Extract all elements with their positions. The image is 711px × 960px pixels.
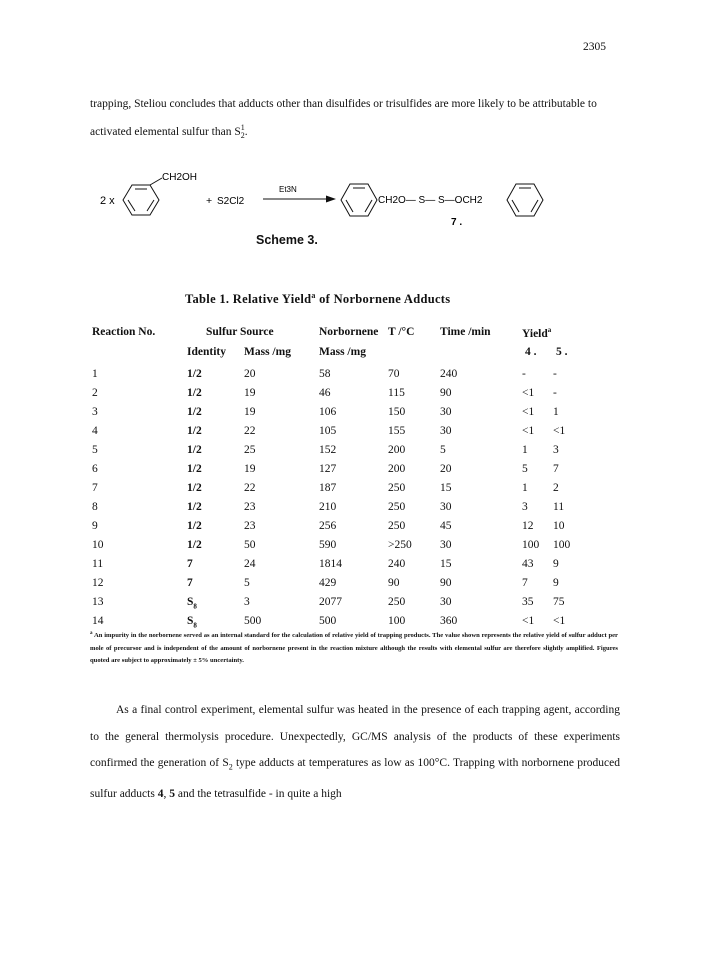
cell-mass: 19 (244, 463, 256, 475)
table-row (0, 539, 711, 557)
cell-reaction-no: 3 (92, 406, 98, 418)
cell-yield-5: 9 (553, 577, 559, 589)
compound-label: 7 . (451, 217, 463, 228)
cell-yield-5: 1 (553, 406, 559, 418)
header-norbornene: Norbornene (319, 326, 379, 338)
product-ring-right (507, 184, 543, 216)
cell-reaction-no: 11 (92, 558, 104, 570)
table-title-mark: a (311, 291, 316, 300)
cell-norbornene: 127 (319, 463, 337, 475)
cell-yield-5: 75 (553, 596, 565, 608)
cell-time: 5 (440, 444, 446, 456)
cell-yield-5: 9 (553, 558, 559, 570)
cell-time: 360 (440, 615, 458, 627)
scheme-product-chain: CH2O— S— S—OCH2 (378, 195, 483, 206)
header-yield-4: 4 . (525, 346, 537, 358)
cell-reaction-no: 8 (92, 501, 98, 513)
cell-reaction-no: 10 (92, 539, 104, 551)
cell-yield-4: 5 (522, 463, 528, 475)
cell-identity: 1/2 (187, 520, 202, 532)
table-row (0, 444, 711, 462)
cell-norbornene: 256 (319, 520, 337, 532)
cell-temperature: >250 (388, 539, 412, 551)
table-row (0, 482, 711, 500)
cell-temperature: 250 (388, 520, 406, 532)
header-sulfur-source: Sulfur Source (206, 326, 274, 338)
cell-norbornene: 1814 (319, 558, 342, 570)
cell-mass: 50 (244, 539, 256, 551)
cell-mass: 19 (244, 387, 256, 399)
cell-yield-4: <1 (522, 406, 535, 418)
cell-identity: 1/2 (187, 482, 202, 494)
cell-identity: 1/2 (187, 463, 202, 475)
cell-time: 30 (440, 501, 452, 513)
cell-mass: 25 (244, 444, 256, 456)
reaction-arrow (263, 196, 336, 203)
cell-yield-4: <1 (522, 425, 535, 437)
footnote-mark: a (90, 631, 93, 636)
cell-time: 30 (440, 425, 452, 437)
footnote-text: An impurity in the norbornene served as an internal standard for the calculation of relative yield of trapping products. The value shown represents the relative yield of sulfur adduct per mole of precursor and is independent of the amount of norbornene present in the reaction mixture although the results with elemental sulfur are therefore slightly amplified. Figures quoted are subject to approximately ± 5% uncertainty. (90, 632, 618, 665)
cell-temperature: 250 (388, 596, 406, 608)
cell-temperature: 200 (388, 463, 406, 475)
scheme-caption: Scheme 3. (256, 233, 318, 247)
cell-reaction-no: 14 (92, 615, 104, 627)
cell-time: 90 (440, 387, 452, 399)
header-temperature: T /°C (388, 326, 415, 338)
cell-yield-5: <1 (553, 425, 566, 437)
cell-identity-subscript: 8 (193, 602, 197, 611)
cell-yield-5: 10 (553, 520, 565, 532)
cell-yield-5: 11 (553, 501, 565, 513)
table-row (0, 577, 711, 595)
cell-yield-5: - (553, 387, 557, 399)
cell-norbornene: 210 (319, 501, 337, 513)
cell-norbornene: 58 (319, 368, 331, 380)
final-text-3: , (163, 787, 170, 800)
cell-yield-4: 100 (522, 539, 540, 551)
cell-yield-5: <1 (553, 615, 566, 627)
cell-mass: 5 (244, 577, 250, 589)
cell-yield-5: 2 (553, 482, 559, 494)
cell-norbornene: 152 (319, 444, 337, 456)
cell-yield-4: 7 (522, 577, 528, 589)
cell-identity (187, 596, 197, 610)
cell-temperature: 115 (388, 387, 405, 399)
intro-text: trapping, Steliou concludes that adducts other than disulfides or trisulfides are more likely to be attributable to activated elemental sulfur than S (90, 98, 597, 138)
cell-reaction-no: 12 (92, 577, 104, 589)
table-title-suffix: of Norbornene Adducts (319, 292, 451, 307)
table-title-main: Relative Yield (232, 292, 312, 307)
cell-mass: 23 (244, 501, 256, 513)
cell-mass: 23 (244, 520, 256, 532)
cell-norbornene: 46 (319, 387, 331, 399)
cell-identity: 1/2 (187, 387, 202, 399)
final-subscript: 2 (228, 762, 233, 772)
cell-temperature: 150 (388, 406, 406, 418)
cell-time: 15 (440, 558, 452, 570)
benzyl-alcohol-ring (123, 178, 162, 215)
cell-identity-subscript: 8 (193, 621, 197, 630)
table-row (0, 558, 711, 576)
table-title-prefix: Table 1. (185, 292, 230, 307)
cell-time: 240 (440, 368, 458, 380)
cell-mass: 500 (244, 615, 262, 627)
cell-time: 20 (440, 463, 452, 475)
cell-temperature: 155 (388, 425, 406, 437)
cell-reaction-no: 5 (92, 444, 98, 456)
table-row (0, 596, 711, 614)
cell-yield-4: 1 (522, 482, 528, 494)
cell-norbornene: 106 (319, 406, 337, 418)
table-row (0, 368, 711, 386)
cell-time: 30 (440, 596, 452, 608)
cell-identity: 1/2 (187, 425, 202, 437)
cell-yield-4: 3 (522, 501, 528, 513)
cell-time: 90 (440, 577, 452, 589)
header-norbornene-mass: Mass /mg (319, 346, 366, 358)
cell-yield-4: 43 (522, 558, 534, 570)
intro-subscript: 2 (240, 131, 245, 141)
scheme-3-diagram (100, 162, 620, 252)
cell-reaction-no: 4 (92, 425, 98, 437)
cell-temperature: 250 (388, 482, 406, 494)
cell-mass: 3 (244, 596, 250, 608)
cell-norbornene: 105 (319, 425, 337, 437)
cell-temperature: 240 (388, 558, 406, 570)
cell-norbornene: 429 (319, 577, 337, 589)
cell-yield-5: 100 (553, 539, 571, 551)
scheme-catalyst: Et3N (279, 185, 297, 194)
cell-yield-4: 1 (522, 444, 528, 456)
compound-4-ref: 4 (157, 787, 164, 800)
header-yield-5: 5 . (556, 346, 568, 358)
cell-identity: 7 (187, 558, 193, 570)
cell-identity: 1/2 (187, 444, 202, 456)
final-text-1: As a final control experiment, elemental sulfur was heated in the presence of each trapping agent, according to the general thermolysis procedure. Unexpectedly, GC/MS analysis of the products of these experiments confirmed the generation of S (90, 704, 620, 769)
cell-norbornene: 590 (319, 539, 337, 551)
cell-time: 15 (440, 482, 452, 494)
cell-temperature: 200 (388, 444, 406, 456)
final-text-4: and the tetrasulfide - in quite a high (174, 787, 342, 800)
intro-paragraph (90, 92, 620, 148)
cell-yield-5: - (553, 368, 557, 380)
header-yield-mark: a (547, 326, 552, 334)
cell-temperature: 250 (388, 501, 406, 513)
cell-yield-4: 35 (522, 596, 534, 608)
cell-reaction-no: 7 (92, 482, 98, 494)
scheme-reagent: S2Cl2 (217, 196, 245, 207)
cell-identity: 1/2 (187, 406, 202, 418)
cell-yield-5: 3 (553, 444, 559, 456)
cell-reaction-no: 9 (92, 520, 98, 532)
cell-identity: 1/2 (187, 539, 202, 551)
scheme-plus: + (206, 195, 213, 207)
table-footnote (90, 628, 618, 668)
cell-norbornene: 187 (319, 482, 337, 494)
cell-reaction-no: 6 (92, 463, 98, 475)
cell-yield-4: <1 (522, 387, 535, 399)
cell-norbornene: 2077 (319, 596, 342, 608)
cell-mass: 24 (244, 558, 256, 570)
cell-reaction-no: 2 (92, 387, 98, 399)
cell-reaction-no: 1 (92, 368, 98, 380)
cell-mass: 19 (244, 406, 256, 418)
cell-identity: 1/2 (187, 368, 202, 380)
header-mass: Mass /mg (244, 346, 291, 358)
final-text-2: type adducts at temperatures as low as 100°C. Trapping with norbornene produced sulfur adducts (90, 757, 620, 800)
cell-reaction-no: 13 (92, 596, 104, 608)
cell-yield-5: 7 (553, 463, 559, 475)
product-ring-left (341, 184, 377, 216)
scheme-coefficient: 2 x (100, 195, 115, 207)
table-row (0, 520, 711, 538)
cell-norbornene: 500 (319, 615, 337, 627)
header-reaction-no: Reaction No. (92, 326, 156, 338)
cell-mass: 22 (244, 425, 256, 437)
cell-identity-symbol: S (187, 596, 194, 608)
header-time: Time /min (440, 326, 491, 338)
cell-time: 30 (440, 406, 452, 418)
cell-temperature: 90 (388, 577, 400, 589)
table-title (185, 291, 450, 307)
header-yield (522, 326, 551, 340)
cell-temperature: 70 (388, 368, 400, 380)
table-row (0, 425, 711, 443)
table-row (0, 406, 711, 424)
header-yield-text: Yield (522, 327, 548, 340)
cell-yield-4: 12 (522, 520, 534, 532)
cell-time: 30 (440, 539, 452, 551)
scheme-substituent: CH2OH (162, 172, 198, 183)
cell-yield-4: <1 (522, 615, 535, 627)
final-paragraph (90, 697, 620, 807)
cell-mass: 20 (244, 368, 256, 380)
cell-time: 45 (440, 520, 452, 532)
cell-temperature: 100 (388, 615, 406, 627)
header-identity: Identity (187, 346, 226, 358)
table-row (0, 463, 711, 481)
page-number: 2305 (583, 41, 606, 53)
intro-end: . (244, 125, 248, 138)
cell-mass: 22 (244, 482, 256, 494)
cell-identity: 1/2 (187, 501, 202, 513)
table-row (0, 501, 711, 519)
table-row (0, 387, 711, 405)
intro-superscript: 1 (240, 123, 245, 132)
cell-identity: 7 (187, 577, 193, 589)
cell-identity-symbol: S (187, 615, 194, 627)
compound-5-ref: 5 (169, 787, 175, 800)
cell-yield-4: - (522, 368, 526, 380)
